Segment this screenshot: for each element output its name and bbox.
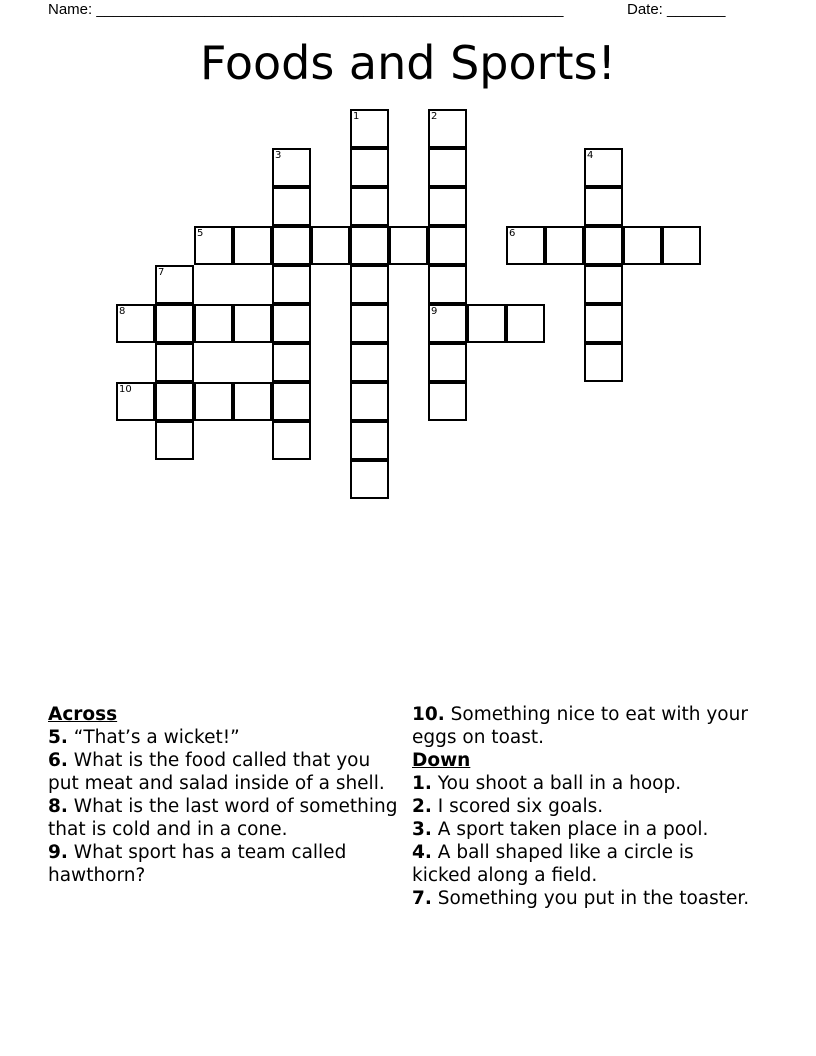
page-title: Foods and Sports! — [200, 36, 616, 90]
clue-number: 10 — [119, 384, 132, 395]
clue-number: 7 — [158, 267, 165, 278]
crossword-cell[interactable] — [155, 382, 194, 421]
clue-number: 9 — [431, 306, 438, 317]
crossword-cell[interactable] — [350, 343, 389, 382]
clue-number: 4 — [587, 150, 594, 161]
across-heading: Across — [48, 704, 118, 725]
crossword-cell[interactable] — [428, 343, 467, 382]
down-clue — [412, 841, 752, 887]
crossword-cell[interactable] — [272, 343, 311, 382]
crossword-cell[interactable] — [350, 421, 389, 460]
crossword-cell[interactable] — [194, 304, 233, 343]
crossword-cell[interactable] — [155, 265, 194, 304]
crossword-cell[interactable] — [428, 187, 467, 226]
crossword-cell[interactable] — [272, 148, 311, 187]
clue-number: 1. — [412, 773, 432, 794]
down-clue — [412, 772, 752, 795]
crossword-cell[interactable] — [389, 226, 428, 265]
clues-left-column — [48, 703, 398, 887]
clue-number: 2 — [431, 111, 438, 122]
clue-number: 8 — [119, 306, 126, 317]
crossword-cell[interactable] — [233, 226, 272, 265]
crossword-cell[interactable] — [272, 187, 311, 226]
crossword-cell[interactable] — [350, 109, 389, 148]
clue-number: 9. — [48, 842, 68, 863]
clue-text: A sport taken place in a pool. — [437, 819, 709, 840]
down-heading: Down — [412, 750, 471, 771]
crossword-cell[interactable] — [584, 343, 623, 382]
crossword-cell[interactable] — [350, 226, 389, 265]
crossword-cell[interactable] — [350, 382, 389, 421]
clue-text: What sport has a team called hawthorn? — [48, 842, 347, 886]
clue-text: A ball shaped like a circle is kicked along a field. — [412, 842, 694, 886]
crossword-cell[interactable] — [194, 382, 233, 421]
clue-number: 1 — [353, 111, 360, 122]
clue-number: 7. — [412, 888, 432, 909]
name-field-label: Name: ________________________________________________________ — [48, 1, 564, 18]
crossword-cell[interactable] — [428, 265, 467, 304]
clue-text: Something nice to eat with your eggs on toast. — [412, 704, 748, 748]
clue-text: “That’s a wicket!” — [73, 727, 240, 748]
crossword-cell[interactable] — [350, 304, 389, 343]
crossword-cell[interactable] — [350, 148, 389, 187]
crossword-cell[interactable] — [428, 109, 467, 148]
down-clue — [412, 818, 752, 841]
down-clue — [412, 795, 752, 818]
crossword-cell[interactable] — [584, 187, 623, 226]
crossword-cell[interactable] — [194, 226, 233, 265]
clue-number: 6 — [509, 228, 516, 239]
crossword-cell[interactable] — [584, 304, 623, 343]
crossword-cell[interactable] — [233, 304, 272, 343]
crossword-cell[interactable] — [155, 343, 194, 382]
crossword-cell[interactable] — [662, 226, 701, 265]
crossword-cell[interactable] — [272, 421, 311, 460]
crossword-cell[interactable] — [584, 148, 623, 187]
crossword-cell[interactable] — [584, 226, 623, 265]
clue-number: 6. — [48, 750, 68, 771]
crossword-cell[interactable] — [506, 226, 545, 265]
crossword-cell[interactable] — [272, 382, 311, 421]
clue-text: Something you put in the toaster. — [437, 888, 750, 909]
across-clue — [412, 703, 752, 749]
clue-number: 3 — [275, 150, 282, 161]
across-clue — [48, 749, 398, 795]
crossword-cell[interactable] — [155, 304, 194, 343]
crossword-cell[interactable] — [623, 226, 662, 265]
across-clue — [48, 841, 398, 887]
clue-text: You shoot a ball in a hoop. — [437, 773, 682, 794]
clue-number: 8. — [48, 796, 68, 817]
clue-number: 4. — [412, 842, 432, 863]
crossword-cell[interactable] — [311, 226, 350, 265]
crossword-cell[interactable] — [428, 148, 467, 187]
crossword-cell[interactable] — [350, 187, 389, 226]
clue-number: 10. — [412, 704, 445, 725]
crossword-cell[interactable] — [116, 382, 155, 421]
crossword-cell[interactable] — [350, 265, 389, 304]
date-field-label: Date: _______ — [627, 1, 726, 18]
crossword-cell[interactable] — [428, 382, 467, 421]
crossword-cell[interactable] — [272, 304, 311, 343]
crossword-cell[interactable] — [350, 460, 389, 499]
down-clue — [412, 887, 752, 910]
crossword-cell[interactable] — [467, 304, 506, 343]
crossword-cell[interactable] — [428, 304, 467, 343]
clue-number: 3. — [412, 819, 432, 840]
crossword-cell[interactable] — [155, 421, 194, 460]
crossword-cell[interactable] — [116, 304, 155, 343]
crossword-cell[interactable] — [233, 382, 272, 421]
clue-number: 5. — [48, 727, 68, 748]
clue-text: What is the food called that you put meat and salad inside of a shell. — [48, 750, 385, 794]
crossword-cell[interactable] — [506, 304, 545, 343]
crossword-cell[interactable] — [272, 265, 311, 304]
across-clue — [48, 795, 398, 841]
clue-number: 5 — [197, 228, 204, 239]
clue-number: 2. — [412, 796, 432, 817]
clues-right-column — [412, 703, 752, 910]
crossword-cell[interactable] — [545, 226, 584, 265]
clue-text: What is the last word of something that is cold and in a cone. — [48, 796, 398, 840]
crossword-cell[interactable] — [272, 226, 311, 265]
crossword-cell[interactable] — [584, 265, 623, 304]
crossword-cell[interactable] — [428, 226, 467, 265]
clue-text: I scored six goals. — [437, 796, 604, 817]
across-clue — [48, 726, 398, 749]
